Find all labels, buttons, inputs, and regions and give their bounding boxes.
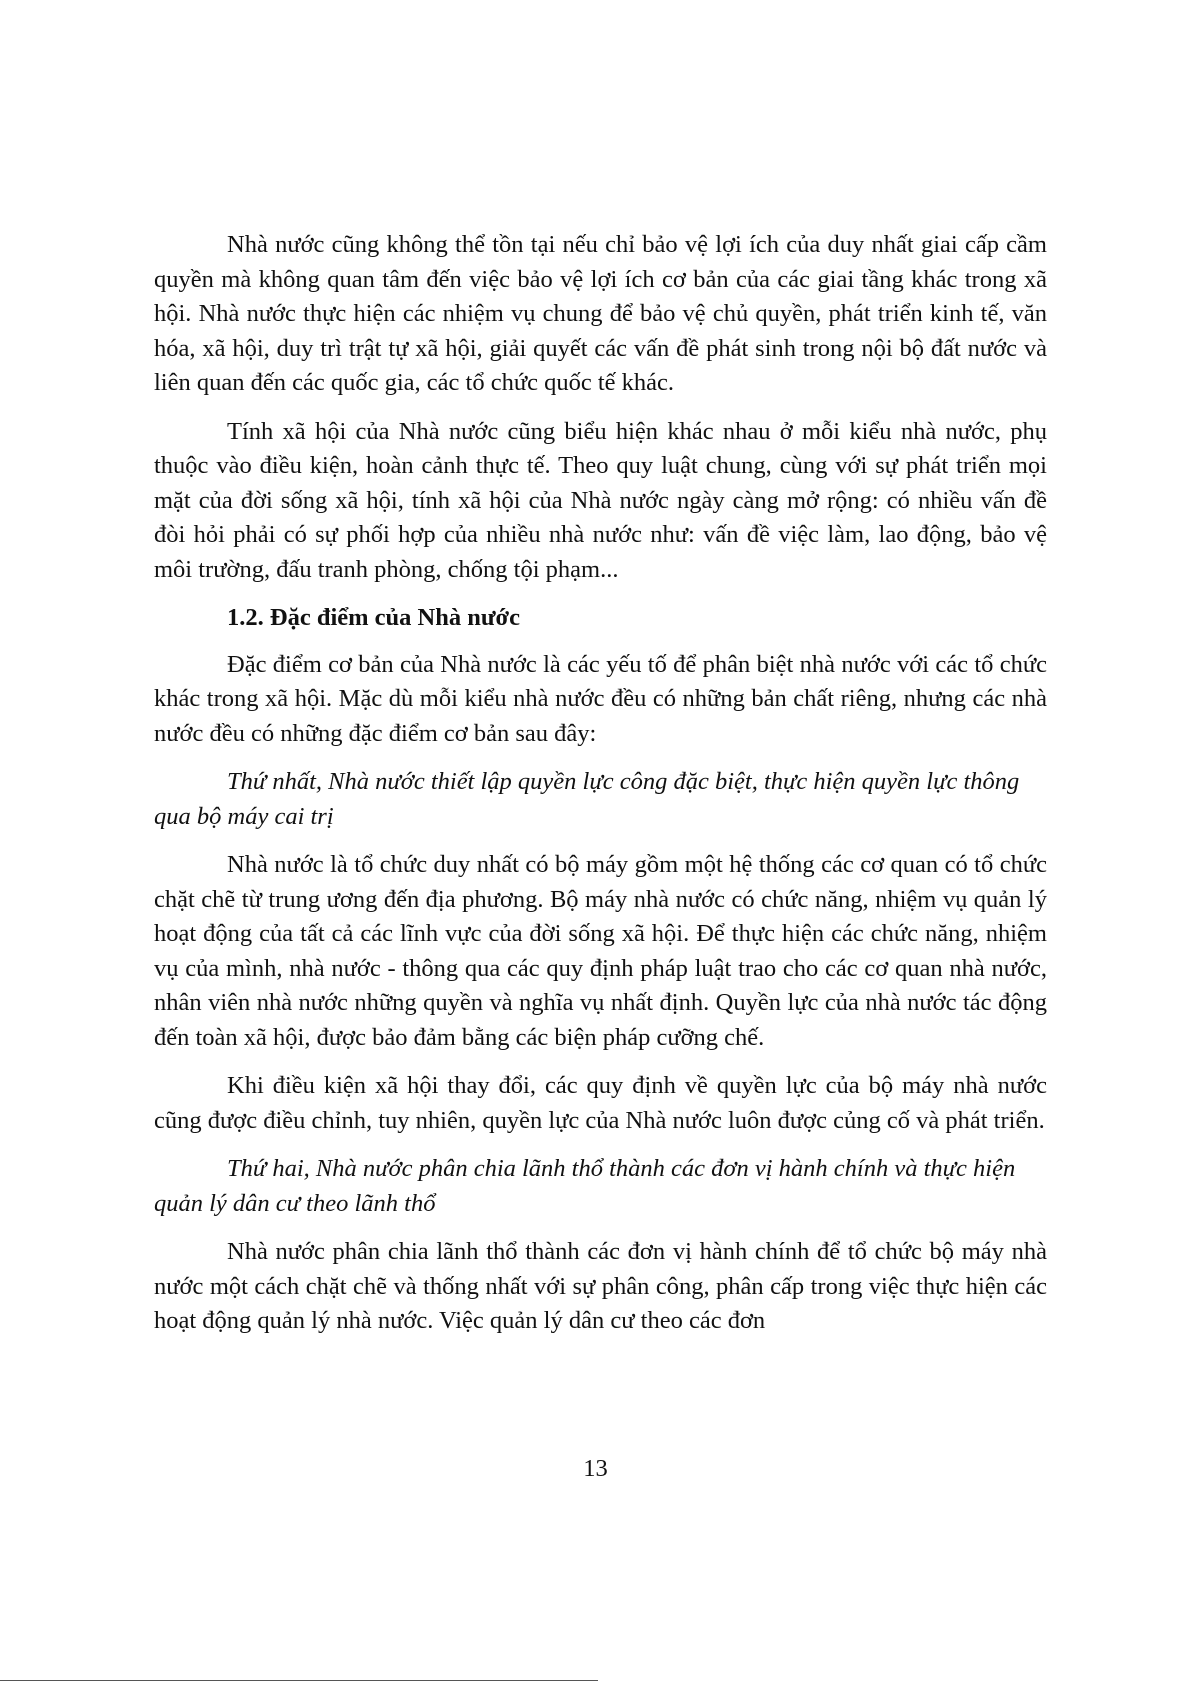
paragraph-state-apparatus: Nhà nước là tổ chức duy nhất có bộ máy gồm một hệ thống các cơ quan có tổ chức chặt chẽ từ trung ương đến địa phương. Bộ máy nhà nước có chức năng, nhiệm vụ quản lý hoạt động của tất cả các lĩnh vực của đời sống xã hội. Để thực hiện các chức năng, nhiệm vụ của mình, nhà nước - thông qua các quy định pháp luật trao cho các cơ quan nhà nước, nhân viên nhà nước những quyền và nghĩa vụ nhất định. Quyền lực của nhà nước tác động đến toàn xã hội, được bảo đảm bằng các biện pháp cưỡng chế. (154, 851, 1047, 1051)
paragraph-power-adjustment: Khi điều kiện xã hội thay đổi, các quy định về quyền lực của bộ máy nhà nước cũng được điều chỉnh, tuy nhiên, quyền lực của Nhà nước luôn được củng cố và phát triển. (154, 1072, 1047, 1134)
paragraph-basic-characteristics: Đặc điểm cơ bản của Nhà nước là các yếu tố để phân biệt nhà nước với các tổ chức khác trong xã hội. Mặc dù mỗi kiểu nhà nước đều có những bản chất riêng, nhưng các nhà nước đều có những đặc điểm cơ bản sau đây: (154, 650, 1047, 747)
bottom-divider (0, 1680, 598, 1681)
page-number: 13 (583, 1455, 608, 1482)
paragraph-territorial-division: Nhà nước phân chia lãnh thổ thành các đơn vị hành chính để tổ chức bộ máy nhà nước một cách chặt chẽ và thống nhất với sự phân công, phân cấp trong việc thực hiện các hoạt động quản lý nhà nước. Việc quản lý dân cư theo các đơn (154, 1238, 1047, 1334)
section-heading: 1.2. Đặc điểm của Nhà nước (227, 604, 520, 631)
paragraph-state-protects-interests: Nhà nước cũng không thể tồn tại nếu chỉ bảo vệ lợi ích của duy nhất giai cấp cầm quyền mà không quan tâm đến việc bảo vệ lợi ích cơ bản của các giai tầng khác trong xã hội. Nhà nước thực hiện các nhiệm vụ chung để bảo vệ chủ quyền, phát triển kinh tế, văn hóa, xã hội, duy trì trật tự xã hội, giải quyết các vấn đề phát sinh trong nội bộ đất nước và liên quan đến các quốc gia, các tổ chức quốc tế khác. (154, 231, 1047, 396)
paragraph-social-nature: Tính xã hội của Nhà nước cũng biểu hiện khác nhau ở mỗi kiểu nhà nước, phụ thuộc vào điều kiện, hoàn cảnh thực tế. Theo quy luật chung, cùng với sự phát triển mọi mặt của đời sống xã hội, tính xã hội của Nhà nước ngày càng mở rộng: có nhiều vấn đề đòi hỏi phải có sự phối hợp của nhiều nhà nước như: vấn đề việc làm, lao động, bảo vệ môi trường, đấu tranh phòng, chống tội phạm... (154, 417, 1047, 583)
subheading-first-characteristic: Thứ nhất, Nhà nước thiết lập quyền lực công đặc biệt, thực hiện quyền lực thông qua bộ máy cai trị (154, 768, 1020, 830)
subheading-second-characteristic: Thứ hai, Nhà nước phân chia lãnh thổ thành các đơn vị hành chính và thực hiện quản lý dân cư theo lãnh thổ (154, 1155, 1016, 1217)
page-body (154, 228, 1047, 1353)
